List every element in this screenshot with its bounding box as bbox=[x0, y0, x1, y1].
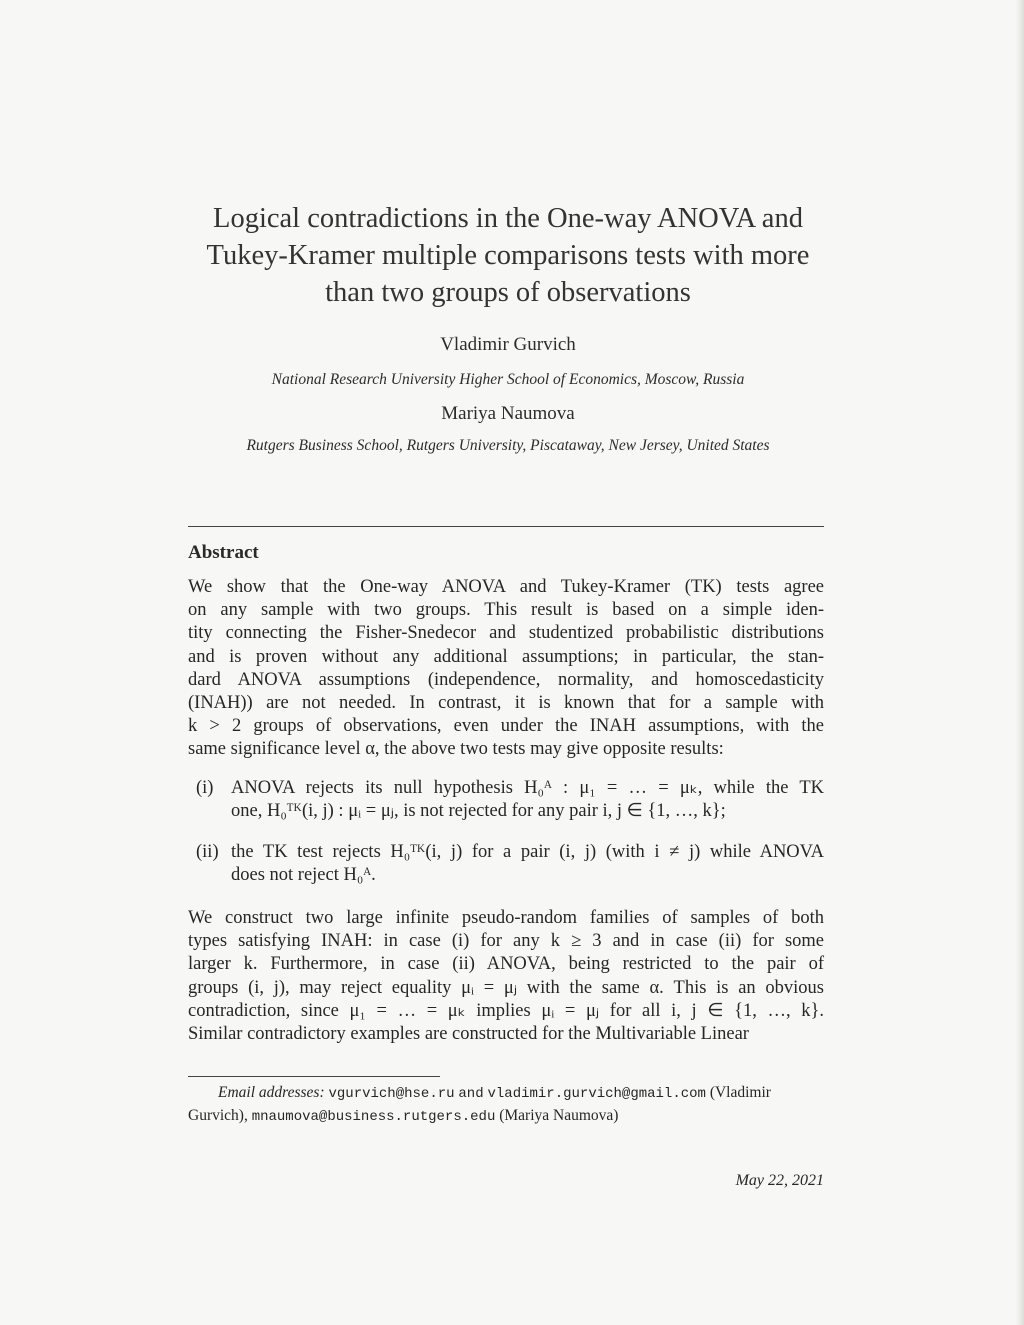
paper-date: May 22, 2021 bbox=[735, 1172, 824, 1189]
text-line: (INAH)) are not needed. In contrast, it is known that for a sample with bbox=[188, 693, 824, 714]
title-line: Logical contradictions in the One-way ANOVA and bbox=[213, 203, 803, 234]
text-line: tity connecting the Fisher-Snedecor and studentized probabilistic distributions bbox=[188, 623, 824, 644]
author-affiliation: Rutgers Business School, Rutgers University, Piscataway, New Jersey, United States bbox=[246, 437, 770, 454]
footnote-line bbox=[188, 1082, 824, 1105]
text-line: dard ANOVA assumptions (independence, normality, and homoscedasticity bbox=[188, 669, 824, 690]
footnote-rule bbox=[188, 1076, 440, 1077]
text-line: types satisfying INAH: in case (i) for any k ≥ 3 and in case (ii) for some bbox=[188, 931, 824, 952]
text-line: ANOVA rejects its null hypothesis H₀ᴬ : μ₁ = … = μₖ, while the TK bbox=[231, 778, 824, 798]
title-line: Tukey-Kramer multiple comparisons tests with more bbox=[206, 240, 810, 271]
email-link[interactable]: vladimir.gurvich@gmail.com bbox=[487, 1086, 706, 1102]
text-line: groups (i, j), may reject equality μᵢ = μⱼ with the same α. This is an obvious bbox=[188, 977, 824, 998]
abstract-paragraph-2 bbox=[188, 907, 824, 1046]
author-name: Mariya Naumova bbox=[441, 403, 575, 424]
abstract-heading: Abstract bbox=[188, 542, 259, 563]
abstract-paragraph-1 bbox=[188, 576, 824, 762]
footnote bbox=[188, 1082, 824, 1128]
scan-edge-shadow bbox=[1016, 0, 1024, 1325]
footnote-name: (Mariya Naumova) bbox=[499, 1107, 619, 1124]
author-affiliation: National Research University Higher School of Economics, Moscow, Russia bbox=[271, 371, 745, 388]
paper-title bbox=[160, 200, 856, 311]
text-line: larger k. Furthermore, in case (ii) ANOVA, being restricted to the pair of bbox=[188, 954, 824, 975]
list-item-body bbox=[231, 841, 824, 887]
footnote-conjunction: and bbox=[458, 1086, 484, 1102]
email-link[interactable]: vgurvich@hse.ru bbox=[328, 1086, 455, 1102]
list-item-label: (i) bbox=[196, 778, 214, 798]
footnote-label: Email addresses: bbox=[218, 1084, 325, 1101]
text-line: on any sample with two groups. This result is based on a simple iden- bbox=[188, 600, 824, 621]
author-name: Vladimir Gurvich bbox=[440, 334, 576, 355]
email-link[interactable]: mnaumova@business.rutgers.edu bbox=[251, 1109, 496, 1125]
text-line: We show that the One-way ANOVA and Tukey-Kramer (TK) tests agree bbox=[188, 577, 824, 597]
text-line: one, H₀ᵀᴷ(i, j) : μᵢ = μⱼ, is not rejected for any pair i, j ∈ {1, …, k}; bbox=[231, 801, 726, 822]
footnote-name: (Vladimir bbox=[709, 1084, 771, 1101]
text-line: same significance level α, the above two tests may give opposite results: bbox=[188, 739, 724, 760]
section-rule bbox=[188, 526, 824, 527]
text-line: Similar contradictory examples are constructed for the Multivariable Linear bbox=[188, 1024, 749, 1045]
text-line: contradiction, since μ₁ = … = μₖ implies μᵢ = μⱼ for all i, j ∈ {1, …, k}. bbox=[188, 1000, 824, 1021]
text-line: the TK test rejects H₀ᵀᴷ(i, j) for a pair (i, j) (with i ≠ j) while ANOVA bbox=[231, 842, 824, 862]
text-line: does not reject H₀ᴬ. bbox=[231, 865, 376, 886]
text-line: We construct two large infinite pseudo-random families of samples of both bbox=[188, 908, 824, 928]
list-item-body bbox=[231, 777, 824, 823]
list-item-label: (ii) bbox=[196, 842, 219, 862]
text-line: k > 2 groups of observations, even under the INAH assumptions, with the bbox=[188, 716, 824, 737]
footnote-name: Gurvich), bbox=[188, 1107, 248, 1124]
title-line: than two groups of observations bbox=[325, 277, 691, 308]
footnote-line bbox=[188, 1105, 824, 1128]
text-line: and is proven without any additional assumptions; in particular, the stan- bbox=[188, 646, 824, 667]
